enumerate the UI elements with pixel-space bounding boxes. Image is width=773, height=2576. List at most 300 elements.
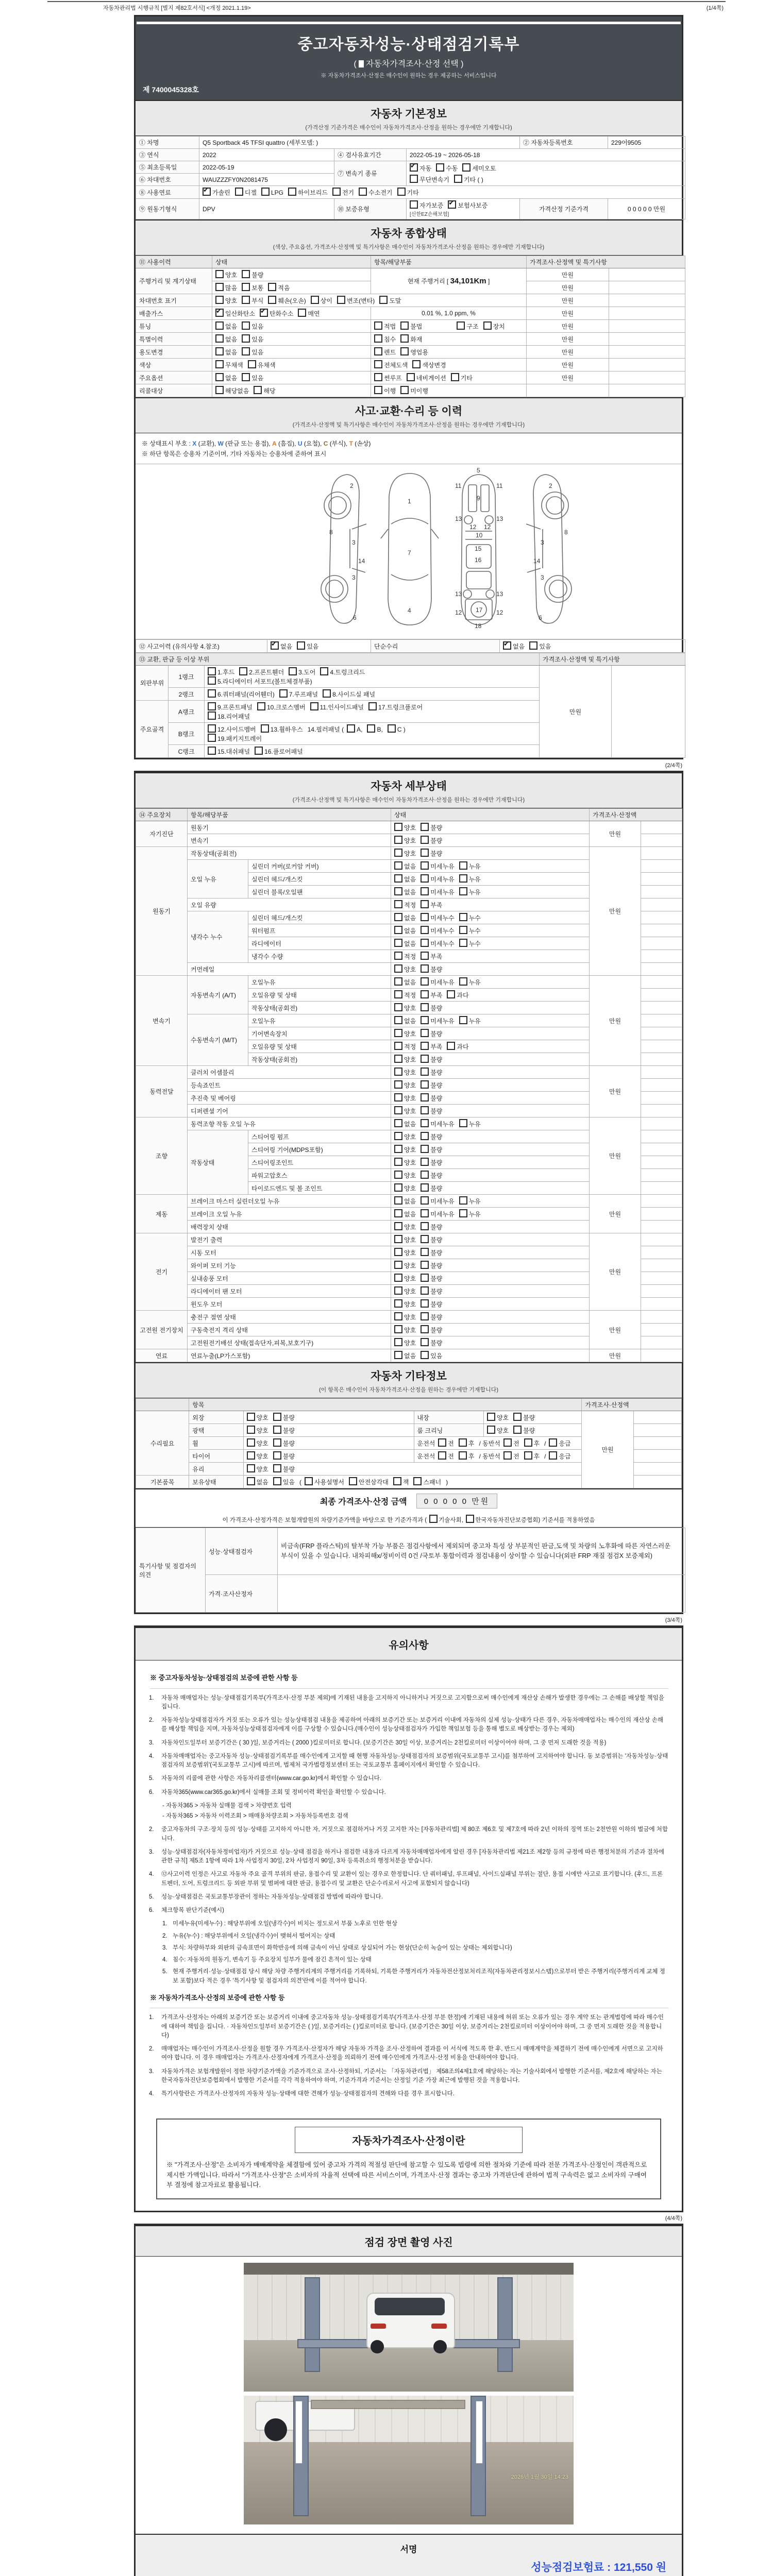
checkbox-option[interactable]: 2.프론트휀더	[239, 667, 284, 676]
checkbox-option[interactable]: 7.루프패널	[279, 689, 318, 699]
checkbox-option[interactable]: 불량	[421, 1080, 442, 1090]
checkbox[interactable]	[421, 1132, 429, 1140]
checkbox[interactable]	[394, 1183, 402, 1192]
checkbox-option[interactable]: 17.트렁크플로어	[368, 702, 423, 711]
checkbox[interactable]	[394, 887, 402, 895]
checkbox-option[interactable]: 무채색	[215, 360, 243, 369]
checkbox[interactable]	[438, 1451, 446, 1460]
checkbox[interactable]	[215, 309, 224, 317]
checkbox[interactable]	[393, 1477, 401, 1485]
checkbox-option[interactable]: 보통	[242, 283, 263, 292]
checkbox[interactable]	[273, 1451, 281, 1460]
checkbox[interactable]	[429, 1515, 438, 1523]
checkbox[interactable]	[410, 200, 418, 209]
checkbox-option[interactable]: 전체도색	[374, 360, 408, 369]
checkbox-option[interactable]: 기타	[397, 188, 419, 197]
checkbox[interactable]	[451, 373, 459, 381]
checkbox-option[interactable]: 누수	[459, 939, 481, 948]
checkbox[interactable]	[320, 667, 328, 675]
checkbox-option[interactable]: 불량	[421, 1286, 442, 1296]
checkbox[interactable]	[394, 1248, 402, 1256]
checkbox-option[interactable]: 4.트렁크리드	[320, 667, 365, 676]
checkbox-option[interactable]: 미세누수	[421, 926, 454, 935]
checkbox[interactable]	[459, 874, 467, 883]
checkbox-option[interactable]: 불량	[421, 849, 442, 858]
checkbox-option[interactable]: 있음	[529, 641, 551, 651]
checkbox-option[interactable]: 없음	[394, 913, 416, 922]
checkbox[interactable]	[215, 386, 224, 394]
checkbox-option[interactable]: ✔ 일산화탄소	[215, 309, 255, 318]
checkbox-option[interactable]: 미세누유	[421, 887, 454, 896]
checkbox[interactable]	[388, 724, 396, 733]
checkbox[interactable]	[421, 874, 429, 883]
checkbox-option[interactable]: 없음	[394, 1016, 416, 1025]
checkbox-option[interactable]: 불량	[273, 1438, 295, 1448]
checkbox[interactable]	[203, 188, 211, 196]
checkbox[interactable]	[459, 1438, 467, 1447]
checkbox[interactable]	[394, 1003, 402, 1011]
checkbox-option[interactable]: 있음	[242, 321, 263, 331]
checkbox-option[interactable]: 양호	[394, 1171, 416, 1180]
checkbox[interactable]	[410, 175, 418, 183]
checkbox[interactable]	[421, 1042, 429, 1050]
checkbox[interactable]	[394, 1055, 402, 1063]
checkbox-option[interactable]: 불량	[421, 1067, 442, 1077]
checkbox[interactable]	[288, 188, 296, 196]
checkbox-option[interactable]: 변조(변타)	[337, 296, 375, 305]
checkbox[interactable]	[503, 1438, 512, 1447]
checkbox[interactable]	[247, 1451, 255, 1460]
checkbox-option[interactable]: 없음	[394, 1209, 416, 1218]
checkbox[interactable]	[459, 913, 467, 921]
checkbox-option[interactable]: 불량	[421, 1325, 442, 1334]
checkbox-option[interactable]: 8.사이드실 패널	[323, 689, 375, 699]
checkbox-option[interactable]: 적정	[394, 990, 416, 999]
checkbox-option[interactable]: 부족	[421, 1042, 442, 1051]
checkbox[interactable]	[421, 1261, 429, 1269]
checkbox-option[interactable]: 없음	[215, 334, 237, 344]
checkbox-option[interactable]: 없음	[394, 1119, 416, 1128]
checkbox-option[interactable]: 없음	[394, 861, 416, 871]
checkbox-option[interactable]: ✔ 없음	[271, 641, 292, 651]
checkbox[interactable]	[394, 1016, 402, 1024]
checkbox-option[interactable]: 불법	[400, 321, 422, 331]
checkbox[interactable]	[394, 1274, 402, 1282]
checkbox-option[interactable]: A,	[347, 724, 362, 733]
checkbox[interactable]	[242, 321, 250, 330]
checkbox[interactable]	[394, 1235, 402, 1243]
checkbox[interactable]	[421, 1158, 429, 1166]
checkbox[interactable]	[421, 1299, 429, 1308]
checkbox-option[interactable]: 양호	[394, 1286, 416, 1296]
checkbox[interactable]	[215, 360, 224, 368]
checkbox-option[interactable]: 불량	[513, 1413, 535, 1422]
checkbox[interactable]	[247, 1413, 255, 1421]
checkbox-option[interactable]: 불량	[421, 1222, 442, 1231]
checkbox[interactable]	[462, 163, 470, 172]
checkbox-option[interactable]: 불량	[421, 1093, 442, 1103]
checkbox-option[interactable]: 구조	[457, 321, 478, 331]
checkbox[interactable]	[242, 296, 250, 304]
checkbox-option[interactable]: ✔ 보험사보증	[448, 200, 488, 210]
checkbox-option[interactable]: 불량	[421, 1261, 442, 1270]
checkbox-option[interactable]: 양호	[394, 1325, 416, 1334]
checkbox-option[interactable]: 침수	[374, 334, 396, 344]
checkbox[interactable]	[459, 939, 467, 947]
checkbox[interactable]	[394, 1029, 402, 1037]
checkbox-option[interactable]: 있음	[273, 1477, 295, 1486]
checkbox-option[interactable]: 후	[459, 1451, 475, 1461]
checkbox[interactable]	[524, 1438, 532, 1447]
checkbox[interactable]	[421, 1286, 429, 1295]
checkbox[interactable]	[261, 724, 269, 733]
checkbox[interactable]	[374, 373, 382, 381]
checkbox[interactable]	[413, 1477, 422, 1485]
checkbox-option[interactable]: 후	[459, 1438, 475, 1448]
checkbox-option[interactable]: 양호	[394, 1003, 416, 1012]
checkbox-option[interactable]: 양호	[394, 1067, 416, 1077]
checkbox[interactable]	[254, 386, 262, 394]
checkbox[interactable]	[255, 747, 263, 755]
checkbox[interactable]	[247, 1426, 255, 1434]
checkbox-option[interactable]: 양호	[394, 1145, 416, 1154]
checkbox[interactable]	[421, 887, 429, 895]
checkbox-option[interactable]: 렌트	[374, 347, 396, 357]
checkbox-option[interactable]: 양호	[394, 823, 416, 832]
checkbox-option[interactable]: 양호	[394, 1055, 416, 1064]
checkbox[interactable]	[260, 309, 268, 317]
checkbox[interactable]	[394, 1119, 402, 1127]
checkbox[interactable]	[374, 334, 382, 343]
checkbox-option[interactable]: 미세누유	[421, 1119, 454, 1128]
checkbox[interactable]	[421, 1209, 429, 1217]
checkbox-option[interactable]: 양호	[394, 1080, 416, 1090]
checkbox[interactable]	[394, 1171, 402, 1179]
checkbox-option[interactable]: 스패너	[413, 1477, 441, 1486]
checkbox-option[interactable]: 5.라디에이터 서포트(볼트체결부품)	[208, 676, 312, 686]
checkbox-option[interactable]: 디젤	[235, 188, 257, 197]
checkbox-option[interactable]: 없음	[215, 373, 237, 382]
checkbox-option[interactable]: LPG	[261, 188, 283, 196]
checkbox-option[interactable]: 이행	[374, 386, 396, 395]
checkbox-option[interactable]: 양호	[394, 1106, 416, 1115]
checkbox[interactable]	[459, 977, 467, 986]
checkbox-option[interactable]: 불량	[421, 1171, 442, 1180]
checkbox[interactable]	[242, 334, 250, 343]
checkbox-option[interactable]: 적정	[394, 1042, 416, 1051]
checkbox-option[interactable]: 1.후드	[208, 667, 234, 676]
checkbox[interactable]	[242, 283, 250, 291]
checkbox[interactable]	[421, 836, 429, 844]
checkbox[interactable]	[394, 1080, 402, 1089]
checkbox[interactable]	[208, 747, 216, 755]
checkbox[interactable]	[394, 926, 402, 934]
checkbox[interactable]	[394, 1067, 402, 1076]
checkbox-option[interactable]: 전	[438, 1451, 454, 1461]
checkbox-option[interactable]: 양호	[394, 1248, 416, 1257]
checkbox-option[interactable]: 안전삼각대	[349, 1477, 389, 1486]
checkbox[interactable]	[412, 360, 421, 368]
checkbox[interactable]	[421, 1080, 429, 1089]
checkbox-option[interactable]: 적정	[394, 900, 416, 909]
checkbox-option[interactable]: 양호	[394, 836, 416, 845]
checkbox[interactable]	[215, 347, 224, 355]
checkbox[interactable]	[487, 1413, 495, 1421]
checkbox-option[interactable]: 자가보증	[410, 200, 443, 210]
checkbox-option[interactable]: 불량	[421, 1055, 442, 1064]
checkbox[interactable]	[421, 1029, 429, 1037]
checkbox[interactable]	[421, 849, 429, 857]
checkbox-option[interactable]: 12.사이드멤버	[208, 724, 256, 734]
checkbox[interactable]	[394, 1312, 402, 1320]
checkbox[interactable]	[394, 849, 402, 857]
checkbox-option[interactable]: 양호	[394, 1158, 416, 1167]
checkbox[interactable]	[421, 1351, 429, 1359]
checkbox-option[interactable]: 사용설명서	[305, 1477, 344, 1486]
checkbox[interactable]	[421, 1196, 429, 1205]
checkbox[interactable]	[421, 1171, 429, 1179]
checkbox-option[interactable]: 전	[438, 1438, 454, 1448]
checkbox-option[interactable]: 없음	[394, 887, 416, 896]
checkbox[interactable]	[273, 1413, 281, 1421]
checkbox[interactable]	[279, 689, 288, 698]
checkbox[interactable]	[421, 1183, 429, 1192]
checkbox-option[interactable]: 부족	[421, 900, 442, 909]
checkbox[interactable]	[459, 861, 467, 870]
checkbox-option[interactable]: ✔ 없음	[503, 641, 525, 651]
checkbox-option[interactable]: 불량	[421, 964, 442, 974]
checkbox[interactable]	[247, 1438, 255, 1447]
checkbox[interactable]	[359, 188, 367, 196]
checkbox[interactable]	[421, 1145, 429, 1153]
checkbox-option[interactable]: 양호	[394, 1274, 416, 1283]
checkbox[interactable]	[513, 1413, 522, 1421]
checkbox-option[interactable]: ✔자동	[410, 163, 431, 173]
checkbox[interactable]	[394, 1158, 402, 1166]
checkbox[interactable]	[394, 964, 402, 973]
checkbox-option[interactable]: 양호	[394, 1183, 416, 1193]
checkbox[interactable]	[410, 163, 418, 172]
checkbox[interactable]	[374, 386, 382, 394]
checkbox[interactable]	[208, 734, 216, 742]
checkbox-option[interactable]: 없음	[394, 977, 416, 987]
checkbox-option[interactable]: 누수	[459, 926, 481, 935]
checkbox[interactable]	[524, 1451, 532, 1460]
checkbox[interactable]	[438, 1438, 446, 1447]
checkbox-option[interactable]: 썬루프	[374, 373, 402, 382]
checkbox-option[interactable]: 적음	[268, 283, 290, 292]
checkbox[interactable]	[394, 952, 402, 960]
checkbox[interactable]	[273, 1464, 281, 1472]
checkbox-option[interactable]: 양호	[394, 1235, 416, 1244]
checkbox-option[interactable]: 도말	[379, 296, 401, 305]
checkbox[interactable]	[208, 689, 216, 698]
checkbox-option[interactable]: 무단변속기	[410, 175, 449, 184]
checkbox-option[interactable]: 없음	[247, 1477, 268, 1486]
checkbox[interactable]	[487, 1426, 495, 1434]
checkbox-option[interactable]: 적정	[394, 952, 416, 961]
checkbox[interactable]	[208, 667, 216, 675]
checkbox[interactable]	[261, 188, 270, 196]
checkbox-option[interactable]: 6.쿼터패널(리어휀더)	[208, 689, 275, 699]
checkbox[interactable]	[215, 321, 224, 330]
checkbox[interactable]	[273, 1477, 281, 1485]
checkbox-option[interactable]: 영업용	[400, 347, 428, 357]
checkbox[interactable]	[421, 1055, 429, 1063]
checkbox[interactable]	[400, 334, 409, 343]
checkbox-option[interactable]: 양호	[394, 1299, 416, 1309]
checkbox-option[interactable]: 불량	[421, 836, 442, 845]
checkbox-option[interactable]: 양호	[394, 1132, 416, 1141]
checkbox-option[interactable]: 잭	[393, 1477, 409, 1486]
checkbox[interactable]	[394, 939, 402, 947]
checkbox-option[interactable]: 세미오토	[462, 163, 496, 173]
checkbox[interactable]	[347, 724, 355, 733]
checkbox-option[interactable]: 불량	[273, 1451, 295, 1461]
checkbox-option[interactable]: 양호	[394, 1312, 416, 1321]
checkbox-option[interactable]: 19.패키지트레이	[208, 734, 262, 743]
checkbox-option[interactable]: 없음	[394, 939, 416, 948]
checkbox[interactable]	[289, 667, 297, 675]
checkbox[interactable]	[407, 373, 415, 381]
checkbox[interactable]	[549, 1451, 557, 1460]
checkbox-option[interactable]: 누유	[459, 874, 481, 884]
checkbox-option[interactable]: 불량	[421, 1235, 442, 1244]
checkbox-option[interactable]: 하이브리드	[288, 188, 328, 197]
checkbox-option[interactable]: 훼손(오손)	[268, 296, 306, 305]
checkbox[interactable]	[421, 1106, 429, 1114]
checkbox[interactable]	[421, 1016, 429, 1024]
checkbox-option[interactable]: 부족	[421, 990, 442, 999]
checkbox[interactable]	[447, 990, 455, 998]
checkbox[interactable]	[208, 724, 216, 733]
checkbox[interactable]	[394, 1299, 402, 1308]
checkbox[interactable]	[483, 321, 492, 330]
checkbox-option[interactable]: 양호	[487, 1413, 509, 1422]
checkbox[interactable]	[374, 360, 382, 368]
checkbox[interactable]	[400, 386, 409, 394]
checkbox[interactable]	[503, 641, 511, 650]
checkbox-option[interactable]: 양호	[247, 1426, 268, 1435]
checkbox-option[interactable]: 기타	[451, 373, 473, 382]
checkbox[interactable]	[394, 1132, 402, 1140]
checkbox-option[interactable]: 불량	[421, 1132, 442, 1141]
checkbox[interactable]	[374, 321, 382, 330]
checkbox[interactable]	[215, 373, 224, 381]
checkbox-option[interactable]: 불량	[273, 1464, 295, 1473]
checkbox-option[interactable]: 없음	[215, 321, 237, 331]
checkbox-option[interactable]: 색상변경	[412, 360, 446, 369]
checkbox-option[interactable]: 양호	[394, 1261, 416, 1270]
checkbox[interactable]	[394, 1261, 402, 1269]
checkbox[interactable]	[271, 641, 279, 650]
checkbox[interactable]	[421, 952, 429, 960]
checkbox[interactable]	[457, 321, 465, 330]
checkbox-option[interactable]: 있음	[242, 373, 263, 382]
checkbox[interactable]	[421, 939, 429, 947]
checkbox[interactable]	[239, 667, 247, 675]
checkbox-option[interactable]: 없음	[394, 926, 416, 935]
checkbox[interactable]	[421, 1325, 429, 1333]
checkbox[interactable]	[421, 900, 429, 908]
checkbox[interactable]	[394, 1351, 402, 1359]
checkbox-option[interactable]: 불량	[421, 1338, 442, 1347]
checkbox-option[interactable]: 불량	[242, 270, 263, 279]
checkbox[interactable]	[215, 334, 224, 343]
checkbox-option[interactable]: 없음	[215, 347, 237, 357]
checkbox[interactable]	[273, 1426, 281, 1434]
checkbox[interactable]	[394, 1042, 402, 1050]
checkbox[interactable]	[311, 296, 319, 304]
checkbox[interactable]	[394, 1145, 402, 1153]
checkbox-option[interactable]: 미세누유	[421, 977, 454, 987]
checkbox-option[interactable]: 불량	[273, 1426, 295, 1435]
checkbox-option[interactable]: 불량	[421, 1029, 442, 1038]
checkbox-option[interactable]: 미세누수	[421, 939, 454, 948]
checkbox-option[interactable]: 미세누유	[421, 861, 454, 871]
checkbox-option[interactable]: 불량	[273, 1413, 295, 1422]
checkbox[interactable]	[394, 1325, 402, 1333]
checkbox-option[interactable]: 불량	[421, 1106, 442, 1115]
checkbox-option[interactable]: 없음	[394, 874, 416, 884]
checkbox-option[interactable]: 있음	[242, 347, 263, 357]
checkbox-option[interactable]: 응급	[549, 1438, 570, 1448]
checkbox[interactable]	[466, 1515, 474, 1523]
checkbox-option[interactable]: 양호	[394, 1338, 416, 1347]
checkbox[interactable]	[421, 1338, 429, 1346]
checkbox[interactable]	[400, 347, 409, 355]
checkbox-option[interactable]: ✔ 탄화수소	[260, 309, 293, 318]
checkbox[interactable]	[459, 926, 467, 934]
checkbox-option[interactable]: 3.도어	[289, 667, 315, 676]
checkbox-option[interactable]: 과다	[447, 990, 468, 999]
checkbox-option[interactable]: B,	[367, 724, 382, 733]
checkbox[interactable]	[247, 1477, 255, 1485]
checkbox[interactable]	[297, 641, 305, 650]
checkbox[interactable]	[374, 347, 382, 355]
checkbox-option[interactable]: 양호	[247, 1451, 268, 1461]
checkbox[interactable]	[394, 836, 402, 844]
checkbox[interactable]	[421, 1235, 429, 1243]
checkbox-option[interactable]: 누유	[459, 887, 481, 896]
checkbox-option[interactable]: 미세누수	[421, 913, 454, 922]
checkbox-option[interactable]: 10.크로스멤버	[257, 702, 306, 711]
checkbox-option[interactable]: 불량	[421, 823, 442, 832]
checkbox[interactable]	[529, 641, 537, 650]
checkbox-option[interactable]: 불량	[421, 1299, 442, 1309]
checkbox[interactable]	[349, 1477, 357, 1485]
checkbox-option[interactable]: 많음	[215, 283, 237, 292]
checkbox-option[interactable]: 불량	[513, 1426, 535, 1435]
checkbox[interactable]	[421, 823, 429, 831]
checkbox[interactable]	[421, 1312, 429, 1320]
checkbox[interactable]	[215, 283, 224, 291]
checkbox-option[interactable]: 해당없음	[215, 386, 249, 395]
checkbox[interactable]	[421, 926, 429, 934]
checkbox-option[interactable]: 유채색	[248, 360, 276, 369]
checkbox-option[interactable]: 양호	[487, 1426, 509, 1435]
checkbox[interactable]	[367, 724, 375, 733]
checkbox-option[interactable]: 불량	[421, 1274, 442, 1283]
checkbox-option[interactable]: 전	[503, 1451, 519, 1461]
checkbox-option[interactable]: 장치	[483, 321, 505, 331]
checkbox-option[interactable]: 있음	[421, 1351, 442, 1360]
checkbox-option[interactable]: 매연	[298, 309, 320, 318]
checkbox-option[interactable]: 미이행	[400, 386, 428, 395]
checkbox[interactable]	[503, 1451, 512, 1460]
checkbox-option[interactable]: 11.인사이드패널	[310, 702, 364, 711]
checkbox[interactable]	[257, 702, 265, 710]
